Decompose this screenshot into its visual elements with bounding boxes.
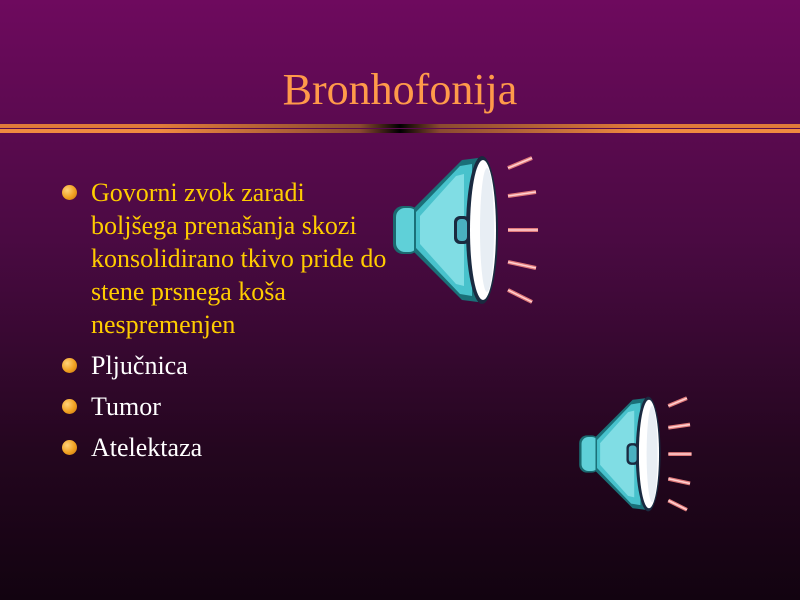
- bullet-item: [60, 390, 390, 423]
- bullet-item: [60, 349, 390, 382]
- speaker-icon[interactable]: [575, 392, 695, 516]
- bullet-item: [60, 176, 390, 341]
- bullet-dot-icon: [62, 185, 77, 200]
- bullet-dot-icon: [62, 358, 77, 373]
- bullet-dot-icon: [62, 399, 77, 414]
- bullet-item: [60, 431, 390, 464]
- slide-title: Bronhofonija: [282, 65, 518, 114]
- bullet-list: [60, 176, 390, 472]
- bullet-text: Pljučnica: [91, 351, 188, 380]
- bullet-text: Tumor: [91, 392, 161, 421]
- bullet-dot-icon: [62, 440, 77, 455]
- speaker-icon[interactable]: [390, 150, 540, 310]
- title-divider: [0, 124, 800, 134]
- bullet-text: Govorni zvok zaradi boljšega prenašanja skozi konsolidirano tkivo pride do stene prsnega koša nespremenjen: [91, 178, 387, 339]
- bullet-text: Atelektaza: [91, 433, 203, 462]
